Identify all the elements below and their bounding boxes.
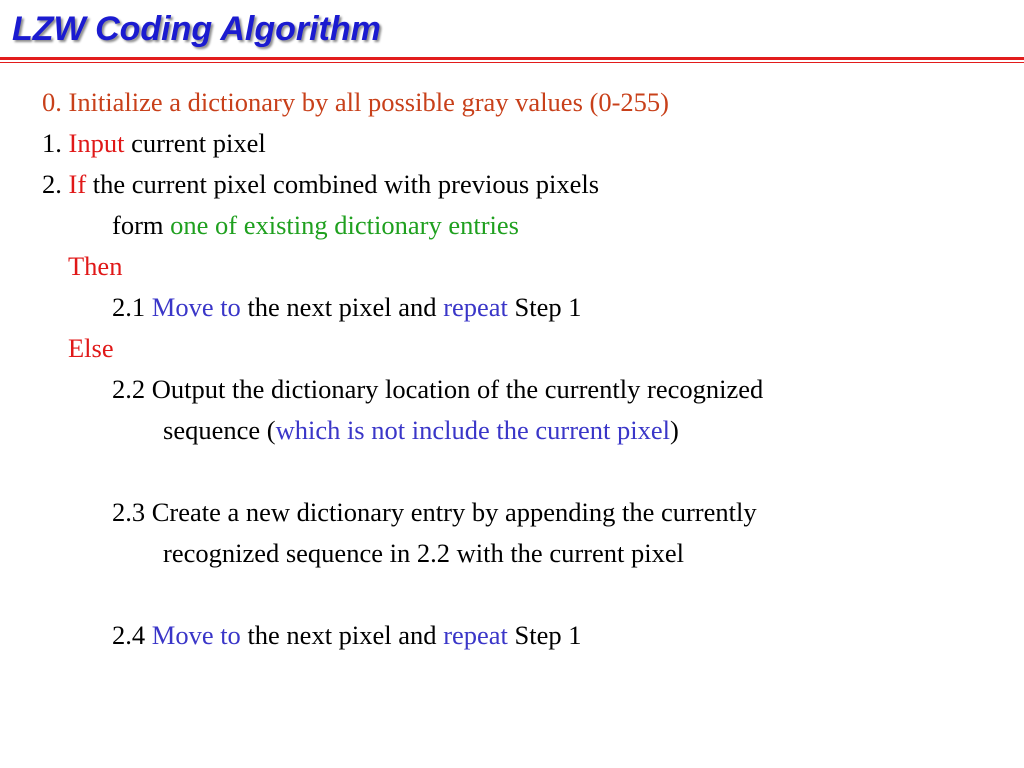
move-to-keyword: Move to	[151, 620, 241, 650]
step-1-number: 1.	[42, 128, 69, 158]
slide-title: LZW Coding Algorithm	[12, 10, 381, 48]
step-2-1-line	[0, 287, 1024, 328]
then-keyword: Then	[68, 251, 123, 281]
repeat-keyword: repeat	[443, 620, 508, 650]
algorithm-steps	[0, 82, 1024, 656]
step-2-line	[0, 164, 1024, 205]
step-2-2-sequence-text: sequence (	[163, 415, 276, 445]
title-divider-thick	[0, 57, 1024, 60]
step-0-line: 0. Initialize a dictionary by all possible gray values (0-255)	[42, 87, 669, 117]
step-2-3-line: 2.3 Create a new dictionary entry by appending the currently	[112, 497, 757, 527]
input-keyword: Input	[68, 128, 125, 158]
spacer	[0, 574, 1024, 615]
step-2-2-continuation	[0, 410, 1024, 451]
step-2-form-text: form	[112, 210, 171, 240]
step-2-4-line	[0, 615, 1024, 656]
step-1-line	[0, 123, 1024, 164]
step-2-3-continuation: recognized sequence in 2.2 with the current pixel	[163, 538, 684, 568]
step-2-1-text: the next pixel and	[240, 292, 444, 322]
repeat-keyword: repeat	[443, 292, 508, 322]
current-pixel-note: which is not include the current pixel	[275, 415, 671, 445]
title-divider-thin	[0, 62, 1024, 63]
step-2-1-number: 2.1	[112, 292, 152, 322]
spacer	[0, 451, 1024, 492]
step-2-text: the current pixel combined with previous pixels	[86, 169, 600, 199]
step-2-4-tail: Step 1	[507, 620, 582, 650]
step-2-2-line: 2.2 Output the dictionary location of the currently recognized	[112, 374, 764, 404]
step-2-number: 2.	[42, 169, 69, 199]
step-2-1-tail: Step 1	[507, 292, 582, 322]
dictionary-entries-highlight: one of existing dictionary entries	[170, 210, 519, 240]
step-2-4-number: 2.4	[112, 620, 152, 650]
step-2-2-close-paren: )	[670, 415, 679, 445]
move-to-keyword: Move to	[151, 292, 241, 322]
if-keyword: If	[68, 169, 87, 199]
step-2-4-text: the next pixel and	[240, 620, 444, 650]
else-keyword: Else	[68, 333, 114, 363]
step-1-text: current pixel	[124, 128, 266, 158]
step-2-continuation	[0, 205, 1024, 246]
